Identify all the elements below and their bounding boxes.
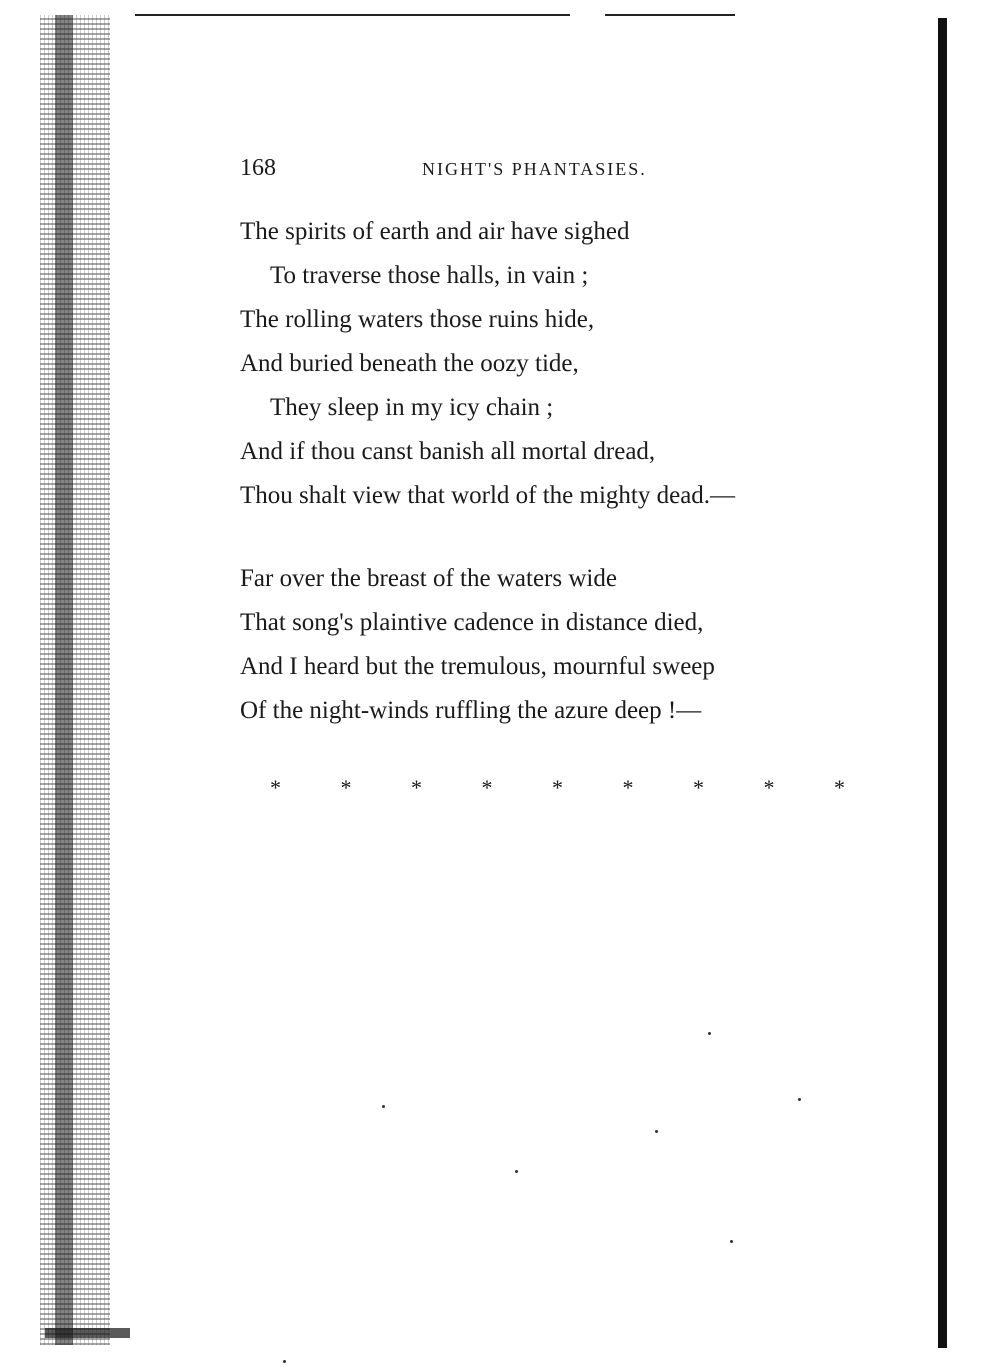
poem-line: That song's plaintive cadence in distance died, xyxy=(240,609,704,636)
scan-speck xyxy=(283,1360,286,1363)
scan-speck xyxy=(708,1032,711,1035)
binding-shadow xyxy=(55,15,73,1345)
poem-line: Of the night-winds ruffling the azure deep !— xyxy=(240,697,702,724)
page-header xyxy=(240,155,700,185)
bottom-scan-mark xyxy=(45,1328,130,1338)
poem-line: Thou shalt view that world of the mighty dead.— xyxy=(240,482,736,509)
star-ornament: * xyxy=(763,775,775,800)
scan-speck xyxy=(382,1105,385,1108)
top-rule-left xyxy=(135,14,570,16)
scan-speck xyxy=(515,1170,518,1173)
star-ornament: * xyxy=(834,775,845,800)
poem-line: To traverse those halls, in vain ; xyxy=(270,262,589,289)
page-number: 168 xyxy=(240,155,276,181)
top-rule-right xyxy=(605,14,735,16)
star-ornament: * xyxy=(340,775,352,800)
running-title: NIGHT'S PHANTASIES. xyxy=(422,159,647,179)
scan-speck xyxy=(655,1130,658,1133)
poem-line: Far over the breast of the waters wide xyxy=(240,565,617,592)
scan-speck xyxy=(798,1098,801,1101)
star-ornament: * xyxy=(622,775,634,800)
stanza-1 xyxy=(240,210,735,518)
poem-line: The rolling waters those ruins hide, xyxy=(240,306,595,333)
scan-speck xyxy=(730,1240,733,1243)
star-ornament: * xyxy=(552,775,563,800)
section-break-ornament xyxy=(270,775,845,801)
scanned-page-gutter xyxy=(40,15,110,1345)
poem-line: And buried beneath the oozy tide, xyxy=(240,350,579,377)
poem-line: The spirits of earth and air have sighed xyxy=(240,218,630,245)
page-edge-bar xyxy=(938,18,947,1348)
poem-line: And I heard but the tremulous, mournful sweep xyxy=(240,653,715,680)
star-ornament: * xyxy=(411,775,422,800)
star-ornament: * xyxy=(481,775,493,800)
star-ornament: * xyxy=(270,775,281,800)
poem-line: And if thou canst banish all mortal dread, xyxy=(240,438,656,465)
poem-line: They sleep in my icy chain ; xyxy=(270,394,554,421)
stanza-2 xyxy=(240,557,715,733)
star-ornament: * xyxy=(693,775,704,800)
